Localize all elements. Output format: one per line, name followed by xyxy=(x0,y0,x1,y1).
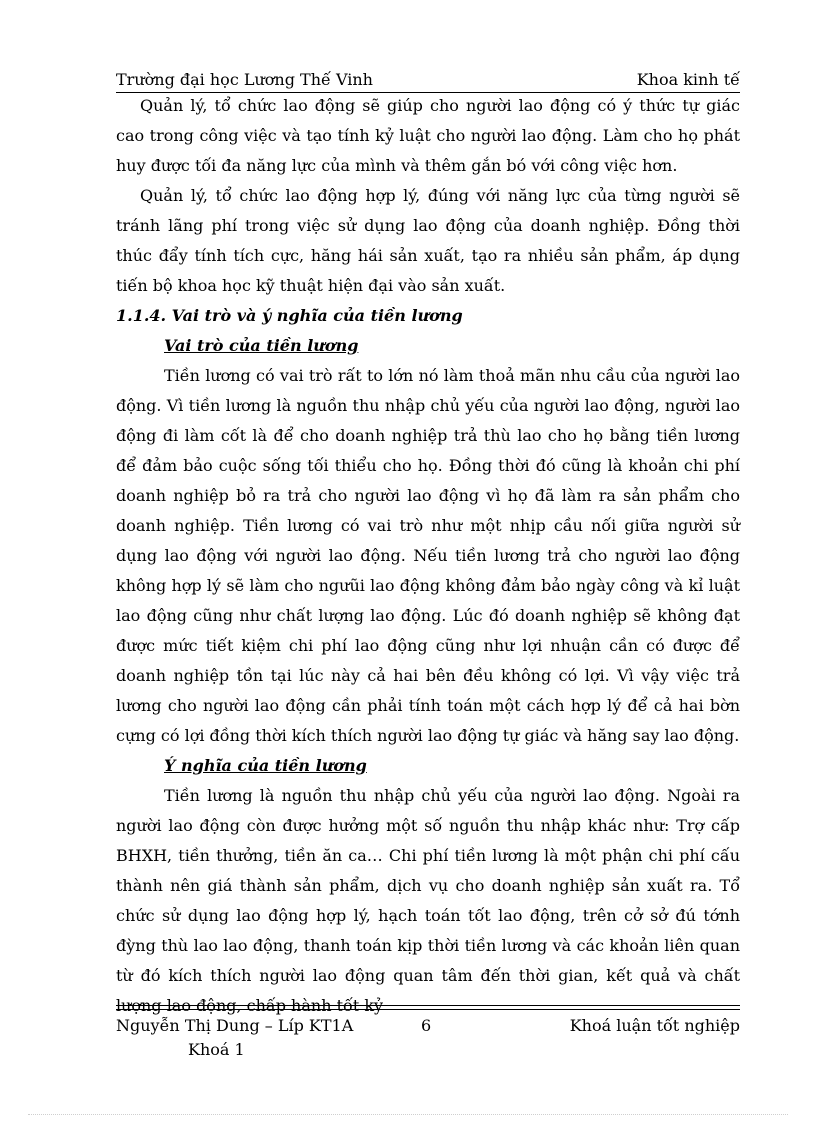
page-footer xyxy=(116,1014,740,1062)
section-heading: 1.1.4. Vai trò và ý nghĩa của tiền lương xyxy=(116,306,463,325)
footer-course: Khoá 1 xyxy=(188,1040,245,1059)
page-body xyxy=(116,91,740,1021)
paragraph-labor-management-2: Quản lý, tổ chức lao động hợp lý, đúng với năng lực của từng người sẽ tránh lãng phí trong việc sử dụng lao động của doanh nghiệp. Đồng thời thúc đẩy tính tích cực, hăng hái sản xuất, tạo ra nhiều sản phẩm, áp dụng tiến bộ khoa học kỹ thuật hiện đại vào sản xuất. xyxy=(116,186,740,295)
footer-thesis-label: Khoá luận tốt nghiệp xyxy=(569,1016,740,1035)
subheading-meaning-of-wages: Ý nghĩa của tiền lương xyxy=(164,756,367,775)
page-number: 6 xyxy=(421,1016,432,1035)
paragraph-role-of-wages: Tiền lương có vai trò rất to lớn nó làm thoả mãn nhu cầu của người lao động. Vì tiền lương là nguồn thu nhập chủ yếu của người lao động, người lao động đi làm cốt là để cho doanh nghiệp trả thù lao cho họ bằng tiền lương để đảm bảo cuộc sống tối thiểu cho họ. Đồng thời đó cũng là khoản chi phí doanh nghiệp bỏ ra trả cho người lao động vì họ đã làm ra sản phẩm cho doanh nghiệp. Tiền lương có vai trò như một nhịp cầu nối giữa người sử dụng lao động với người lao động. Nếu tiền lương trả cho người lao động không hợp lý sẽ làm cho ngưũi lao động không đảm bảo ngày công và kỉ luật lao động cũng như chất lượng lao động. Lúc đó doanh nghiệp sẽ không đạt được mức tiết kiệm chi phí lao động cũng như lợi nhuận cần có được để doanh nghiệp tồn tại lúc này cả hai bên đều không có lợi. Vì vậy việc trả lương cho người lao động cần phải tính toán một cách hợp lý để cả hai bờn cựng có lợi đồng thời kích thích người lao động tự giác và hăng say lao động. xyxy=(116,366,740,745)
footer-author: Nguyễn Thị Dung – Líp KT1A xyxy=(116,1016,354,1035)
page-bottom-edge xyxy=(28,1114,788,1115)
header-faculty: Khoa kinh tế xyxy=(636,70,740,89)
footer-divider xyxy=(116,1005,740,1010)
page-header xyxy=(116,68,740,93)
subheading-role-of-wages: Vai trò của tiền lương xyxy=(164,336,359,355)
paragraph-meaning-of-wages: Tiền lương là nguồn thu nhập chủ yếu của người lao động. Ngoài ra người lao động còn được hưởng một số nguồn thu nhập khác như: Trợ cấp BHXH, tiền thưởng, tiền ăn ca… Chi phí tiền lương là một phận chi phí cấu thành nên giá thành sản phẩm, dịch vụ cho doanh nghiệp sản xuất ra. Tổ chức sử dụng lao động hợp lý, hạch toán tốt lao động, trên cở sở đú tớnh đỳng thù lao lao động, thanh toán kịp thời tiền lương và các khoản liên quan từ đó kích thích người lao động quan tâm đến thời gian, kết quả và chất lượng lao động, chấp hành tốt kỷ xyxy=(116,786,740,1015)
paragraph-labor-management-1: Quản lý, tổ chức lao động sẽ giúp cho người lao động có ý thức tự giác cao trong công việc và tạo tính kỷ luật cho người lao động. Làm cho họ phát huy được tối đa năng lực của mình và thêm gắn bó với công việc hơn. xyxy=(116,96,740,175)
header-university: Trường đại học Lương Thế Vinh xyxy=(116,70,373,89)
